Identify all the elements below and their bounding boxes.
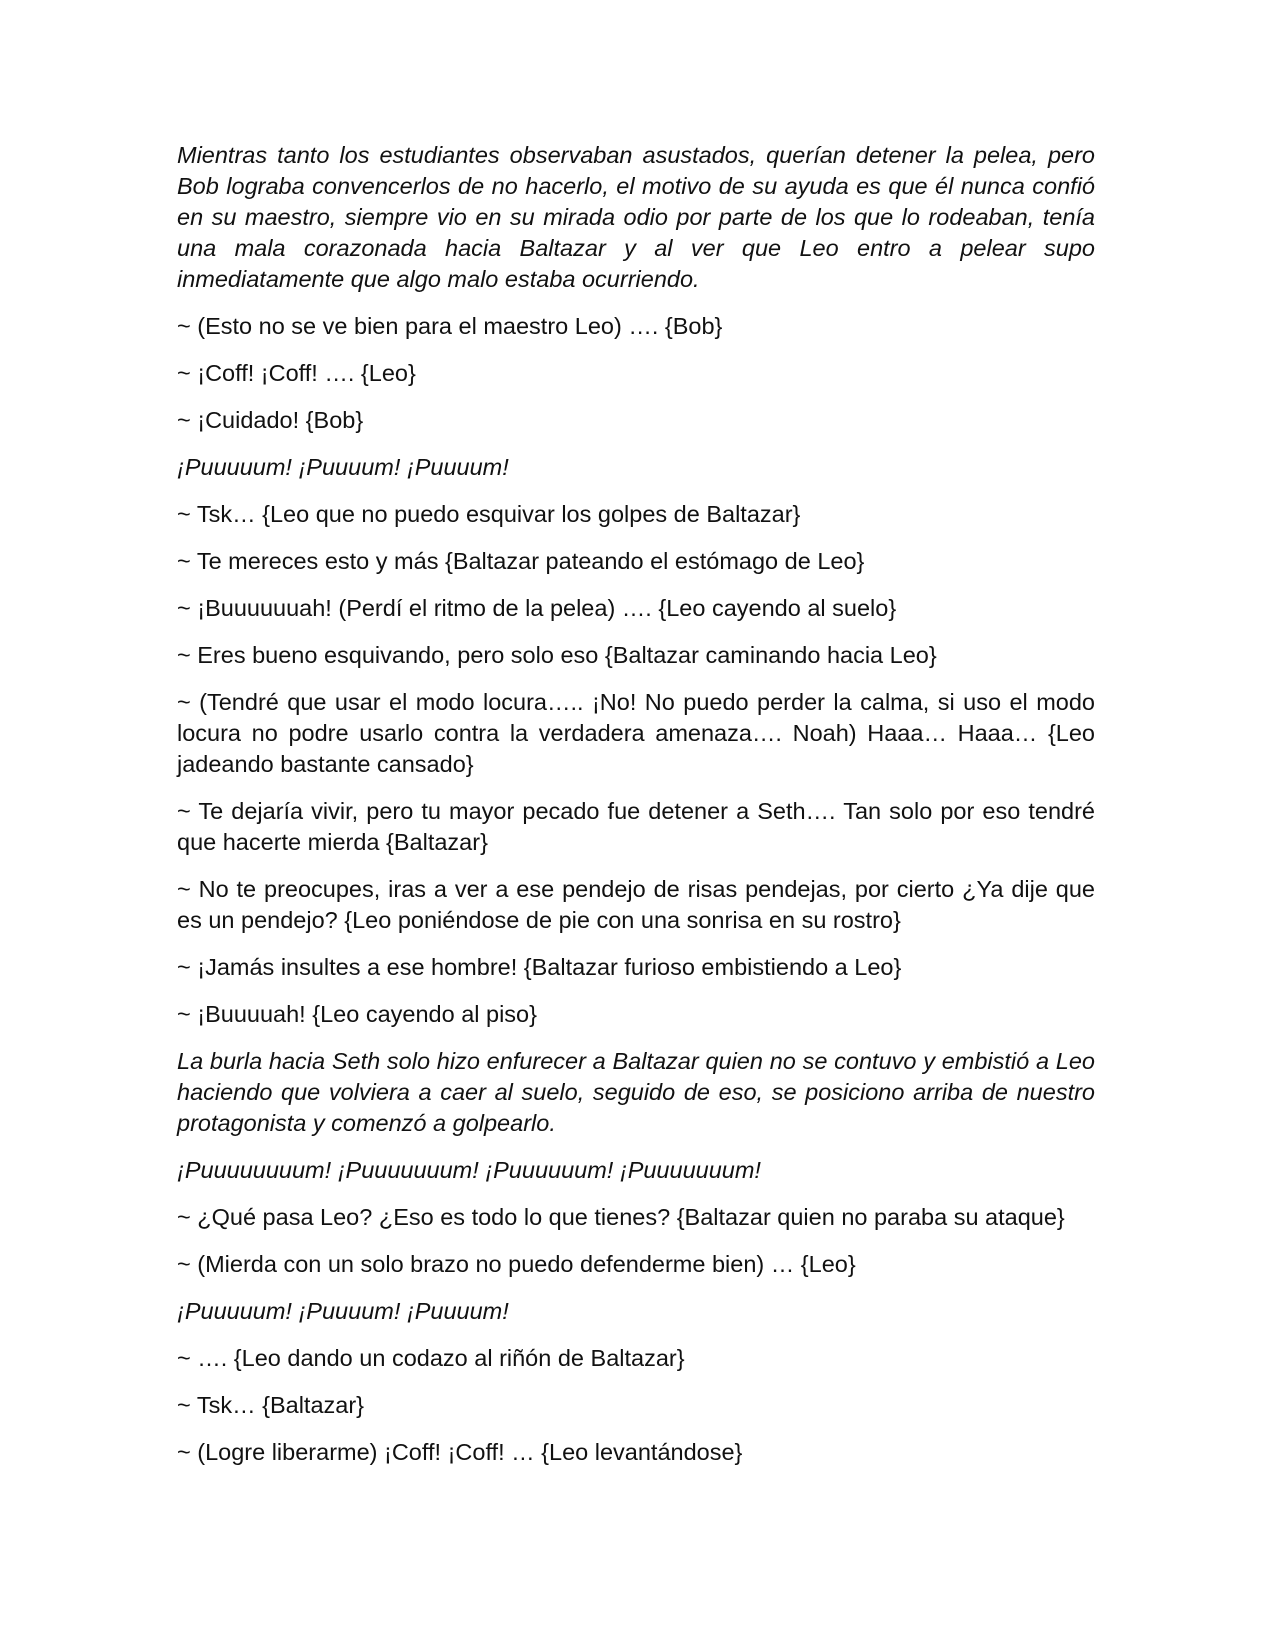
dialogue-line: ~ (Mierda con un solo brazo no puedo defenderme bien) … {Leo} (177, 1251, 856, 1277)
narration-paragraph: Mientras tanto los estudiantes observaban asustados, querían detener la pelea, pero Bob lograba convencerlos de no hacerlo, el motivo de su ayuda es que él nunca confió en su maestro, siempre vio en su mirada odio por parte de los que lo rodeaban, tenía una mala corazonada hacia Baltazar y al ver que Leo entro a pelear supo inmediatamente que algo malo estaba ocurriendo. (177, 142, 1095, 292)
sound-effect-line: ¡Puuuuum! ¡Puuuum! ¡Puuuum! (177, 1298, 509, 1324)
sound-effect-line: ¡Puuuuum! ¡Puuuum! ¡Puuuum! (177, 454, 509, 480)
dialogue-line: ~ ¡Buuuuah! {Leo cayendo al piso} (177, 1001, 537, 1027)
dialogue-line: ~ Tsk… {Baltazar} (177, 1392, 365, 1418)
sound-effect-line: ¡Puuuuuuuum! ¡Puuuuuuum! ¡Puuuuuum! ¡Puuuuuuum! (177, 1157, 761, 1183)
dialogue-line: ~ Te mereces esto y más {Baltazar pateando el estómago de Leo} (177, 548, 865, 574)
narration-paragraph: La burla hacia Seth solo hizo enfurecer a Baltazar quien no se contuvo y embistió a Leo haciendo que volviera a caer al suelo, seguido de eso, se posiciono arriba de nuestro protagonista y comenzó a golpearlo. (177, 1048, 1095, 1136)
dialogue-line: ~ Eres bueno esquivando, pero solo eso {Baltazar caminando hacia Leo} (177, 642, 937, 668)
dialogue-line: ~ (Logre liberarme) ¡Coff! ¡Coff! … {Leo levantándose} (177, 1439, 743, 1465)
dialogue-line: ~ Te dejaría vivir, pero tu mayor pecado fue detener a Seth…. Tan solo por eso tendré que hacerte mierda {Baltazar} (177, 798, 1095, 855)
dialogue-line: ~ …. {Leo dando un codazo al riñón de Baltazar} (177, 1345, 685, 1371)
dialogue-line: ~ ¡Cuidado! {Bob} (177, 407, 364, 433)
dialogue-line: ~ ¡Coff! ¡Coff! …. {Leo} (177, 360, 416, 386)
dialogue-line: ~ ¿Qué pasa Leo? ¿Eso es todo lo que tienes? {Baltazar quien no paraba su ataque} (177, 1204, 1065, 1230)
dialogue-line: ~ Tsk… {Leo que no puedo esquivar los golpes de Baltazar} (177, 501, 801, 527)
document-page (177, 140, 1095, 1484)
dialogue-line: ~ ¡Buuuuuuah! (Perdí el ritmo de la pelea) …. {Leo cayendo al suelo} (177, 595, 897, 621)
dialogue-line: ~ (Tendré que usar el modo locura….. ¡No! No puedo perder la calma, si uso el modo locura no podre usarlo contra la verdadera amenaza…. Noah) Haaa… Haaa… {Leo jadeando bastante cansado} (177, 689, 1095, 777)
dialogue-line: ~ (Esto no se ve bien para el maestro Leo) …. {Bob} (177, 313, 723, 339)
dialogue-line: ~ No te preocupes, iras a ver a ese pendejo de risas pendejas, por cierto ¿Ya dije que es un pendejo? {Leo poniéndose de pie con una sonrisa en su rostro} (177, 876, 1095, 933)
dialogue-line: ~ ¡Jamás insultes a ese hombre! {Baltazar furioso embistiendo a Leo} (177, 954, 902, 980)
